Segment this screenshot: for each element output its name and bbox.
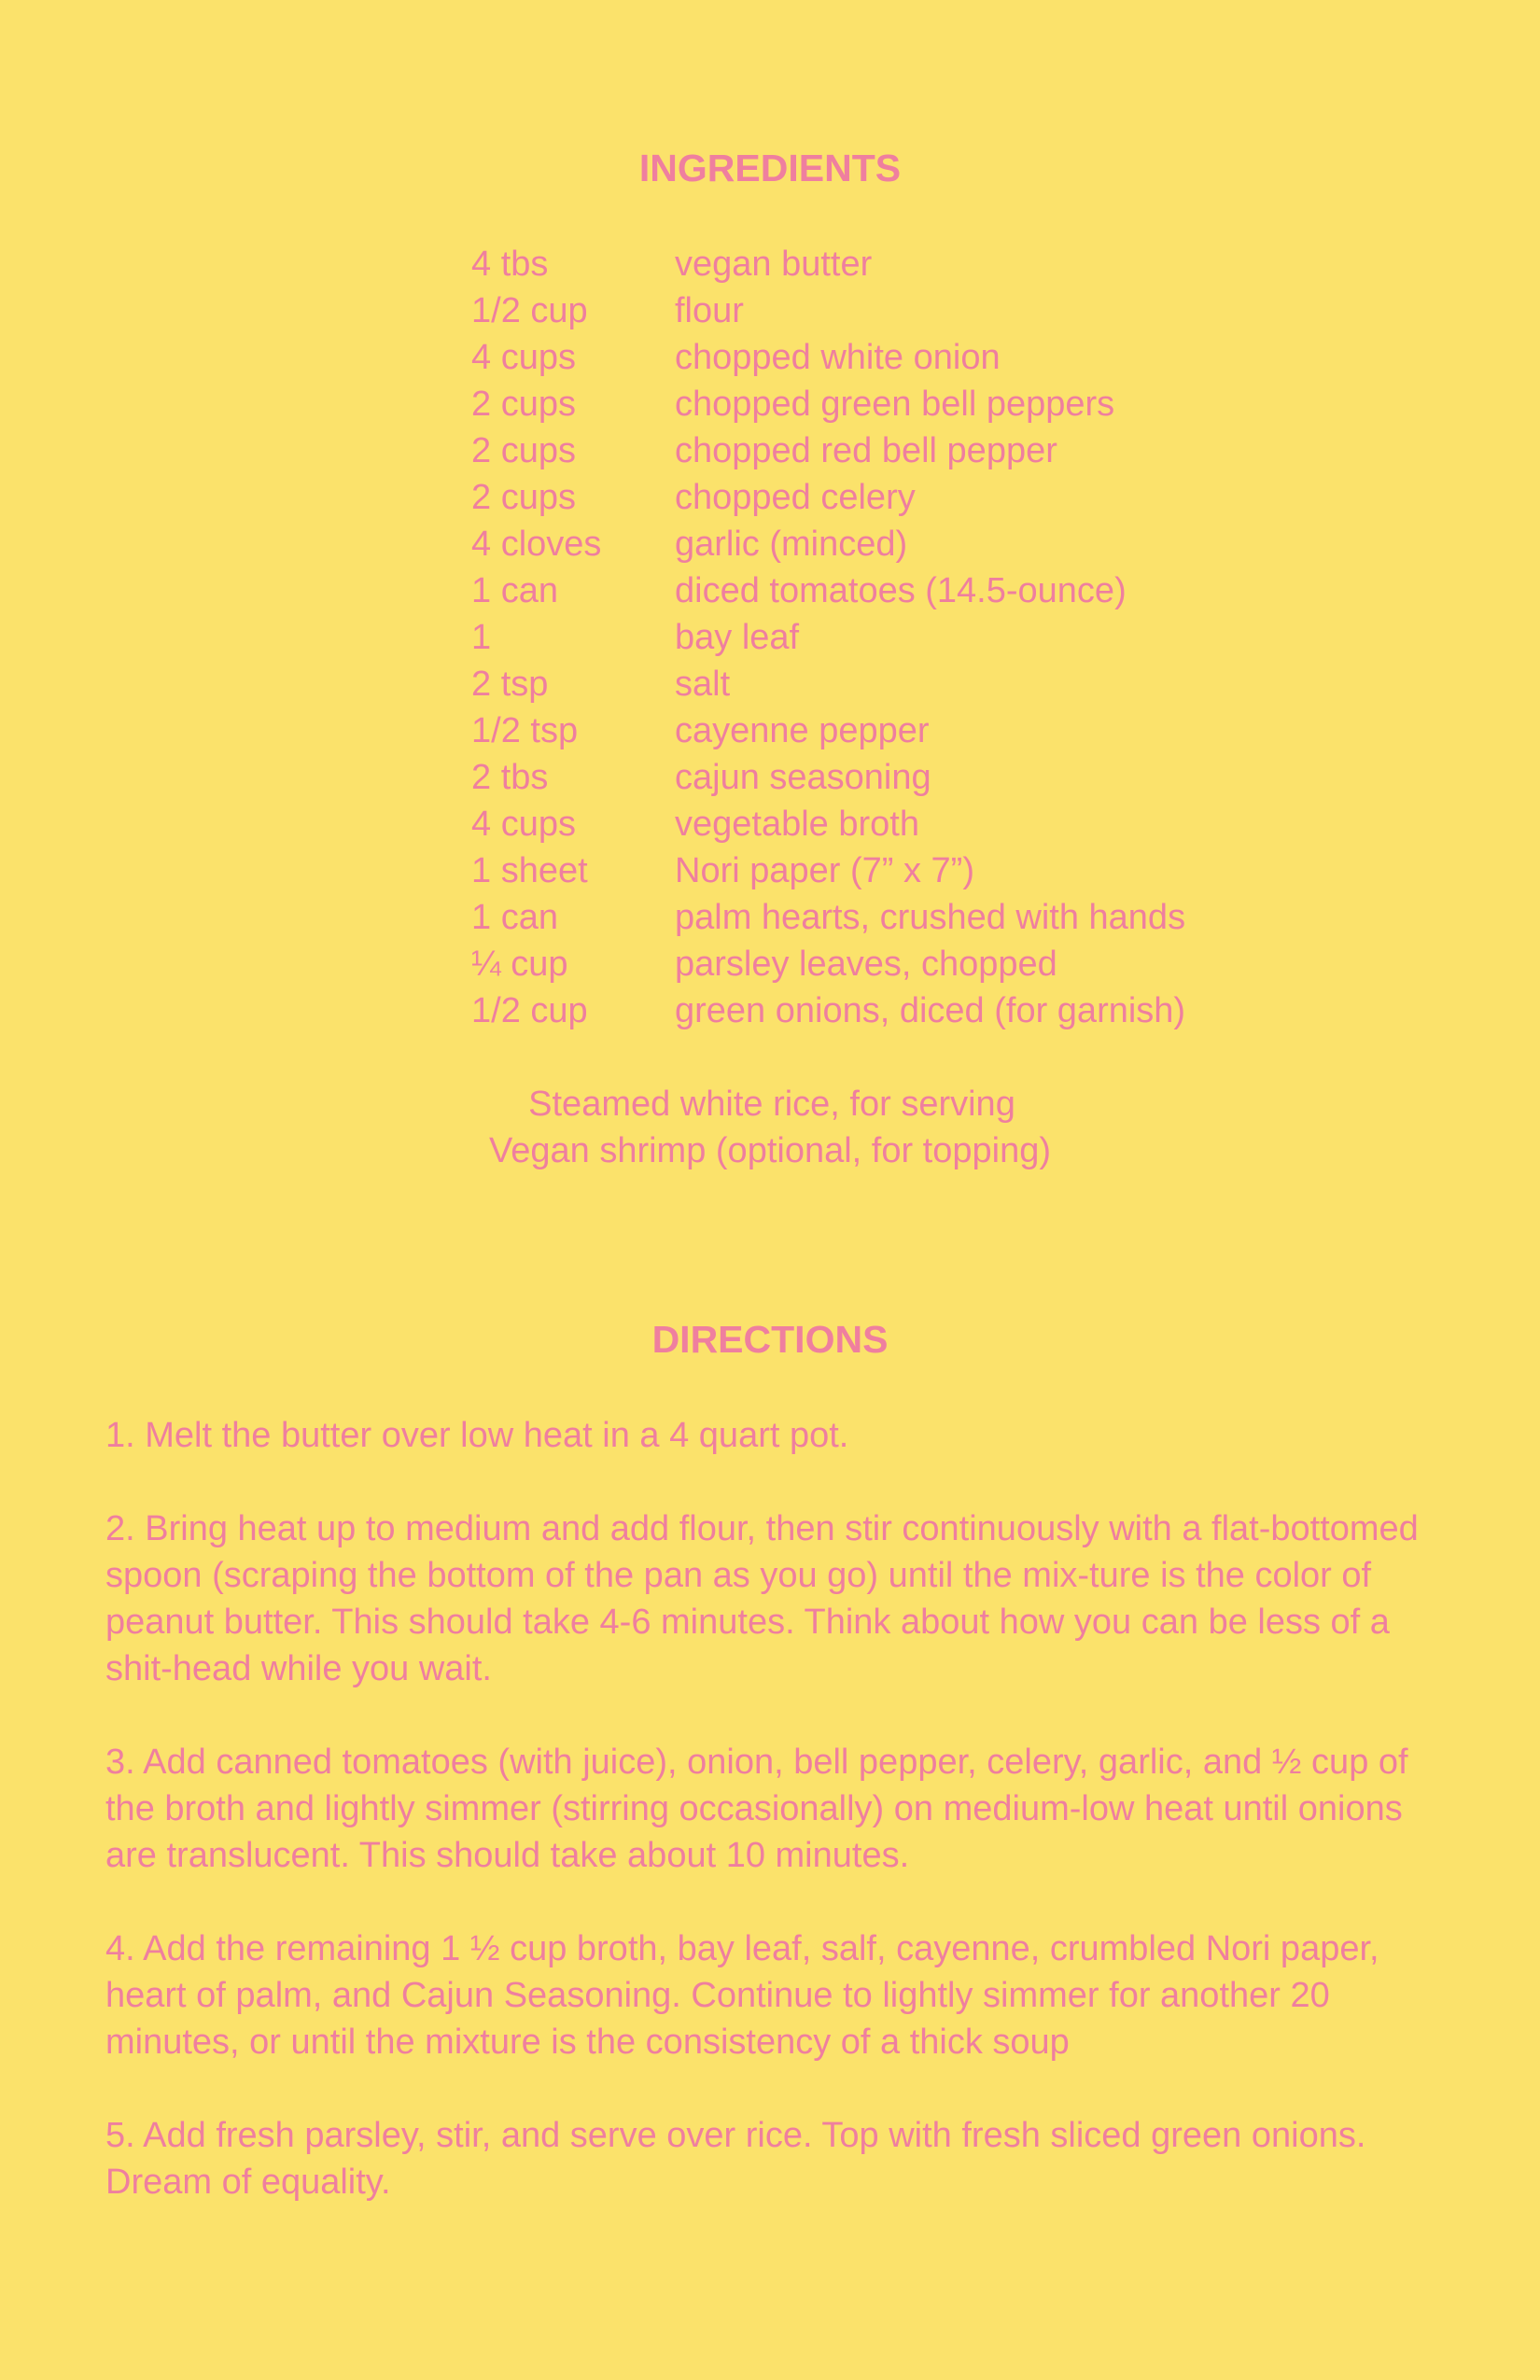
ingredient-row xyxy=(471,287,1185,334)
ingredient-quantity: ¼ cup xyxy=(471,945,568,984)
direction-step: 3. Add canned tomatoes (with juice), onion, bell pepper, celery, garlic, and ½ cup of the broth and lightly simmer (stirring occasionally) on medium-low heat until onions are translucent. This should take about 10 minutes. xyxy=(105,1743,1408,1875)
ingredient-row xyxy=(471,894,1185,941)
ingredient-row xyxy=(471,614,1185,661)
serving-line: Vegan shrimp (optional, for topping) xyxy=(488,1131,1052,1170)
ingredient-quantity: 4 cups xyxy=(471,338,576,377)
directions-heading: DIRECTIONS xyxy=(651,1318,889,1361)
direction-step: 2. Bring heat up to medium and add flour, then stir continuously with a flat-bottomed spoon (scraping the bottom of the pan as you go) until the mix-ture is the color of peanut butter. This should take 4-6 minutes. Think about how you can be less of a shit-head while you wait. xyxy=(105,1509,1419,1688)
ingredient-name: vegetable broth xyxy=(675,805,919,844)
ingredient-name: green onions, diced (for garnish) xyxy=(675,991,1186,1030)
ingredient-quantity: 1 sheet xyxy=(471,851,588,890)
ingredient-quantity: 1/2 cup xyxy=(471,291,588,330)
ingredient-name: chopped white onion xyxy=(675,338,1001,377)
ingredient-name: cajun seasoning xyxy=(675,758,931,797)
ingredient-quantity: 4 tbs xyxy=(471,245,549,284)
ingredient-name: diced tomatoes (14.5-ounce) xyxy=(675,571,1127,610)
ingredient-row xyxy=(471,987,1185,1034)
ingredient-quantity: 2 cups xyxy=(471,385,576,424)
ingredient-quantity: 1/2 tsp xyxy=(471,711,579,750)
ingredient-row xyxy=(471,847,1185,894)
ingredient-name: vegan butter xyxy=(675,245,873,284)
direction-step: 5. Add fresh parsley, stir, and serve over rice. Top with fresh sliced green onions. Dream of equality. xyxy=(105,2116,1366,2202)
ingredient-row xyxy=(471,427,1185,474)
ingredients-list xyxy=(471,241,1185,1034)
ingredient-row xyxy=(471,754,1185,801)
ingredient-quantity: 1/2 cup xyxy=(471,991,588,1030)
direction-step: 4. Add the remaining 1 ½ cup broth, bay leaf, salf, cayenne, crumbled Nori paper, heart of palm, and Cajun Seasoning. Continue to lightly simmer for another 20 minutes, or until the mixture is the consistency of a thick soup xyxy=(105,1929,1379,2062)
ingredient-row xyxy=(471,474,1185,521)
ingredient-quantity: 2 cups xyxy=(471,431,576,470)
ingredient-row xyxy=(471,334,1185,381)
ingredient-quantity: 1 can xyxy=(471,898,558,937)
direction-step: 1. Melt the butter over low heat in a 4 quart pot. xyxy=(105,1416,849,1455)
ingredient-quantity: 2 tbs xyxy=(471,758,549,797)
ingredient-name: salt xyxy=(675,665,731,704)
ingredient-quantity: 2 tsp xyxy=(471,665,549,704)
ingredient-name: bay leaf xyxy=(675,618,800,657)
ingredient-name: chopped red bell pepper xyxy=(675,431,1057,470)
ingredient-quantity: 1 can xyxy=(471,571,558,610)
ingredient-name: parsley leaves, chopped xyxy=(675,945,1057,984)
ingredient-quantity: 1 xyxy=(471,618,492,657)
ingredient-row xyxy=(471,707,1185,754)
ingredient-name: flour xyxy=(675,291,744,330)
ingredients-heading: INGREDIENTS xyxy=(638,147,902,189)
directions-list xyxy=(105,1412,1440,2252)
ingredient-row xyxy=(471,941,1185,987)
ingredient-row xyxy=(471,521,1185,567)
ingredient-name: chopped celery xyxy=(675,478,916,517)
ingredient-quantity: 4 cloves xyxy=(471,525,602,564)
ingredient-name: garlic (minced) xyxy=(675,525,908,564)
ingredient-row xyxy=(471,801,1185,847)
ingredient-row xyxy=(471,241,1185,287)
ingredient-row xyxy=(471,381,1185,427)
ingredient-quantity: 2 cups xyxy=(471,478,576,517)
ingredient-name: cayenne pepper xyxy=(675,711,930,750)
ingredient-name: palm hearts, crushed with hands xyxy=(675,898,1186,937)
ingredient-row xyxy=(471,661,1185,707)
ingredient-name: Nori paper (7” x 7”) xyxy=(675,851,974,890)
serving-line: Steamed white rice, for serving xyxy=(528,1085,1015,1124)
ingredient-row xyxy=(471,567,1185,614)
serving-suggestions xyxy=(0,1081,1540,1174)
ingredient-quantity: 4 cups xyxy=(471,805,576,844)
ingredient-name: chopped green bell peppers xyxy=(675,385,1115,424)
